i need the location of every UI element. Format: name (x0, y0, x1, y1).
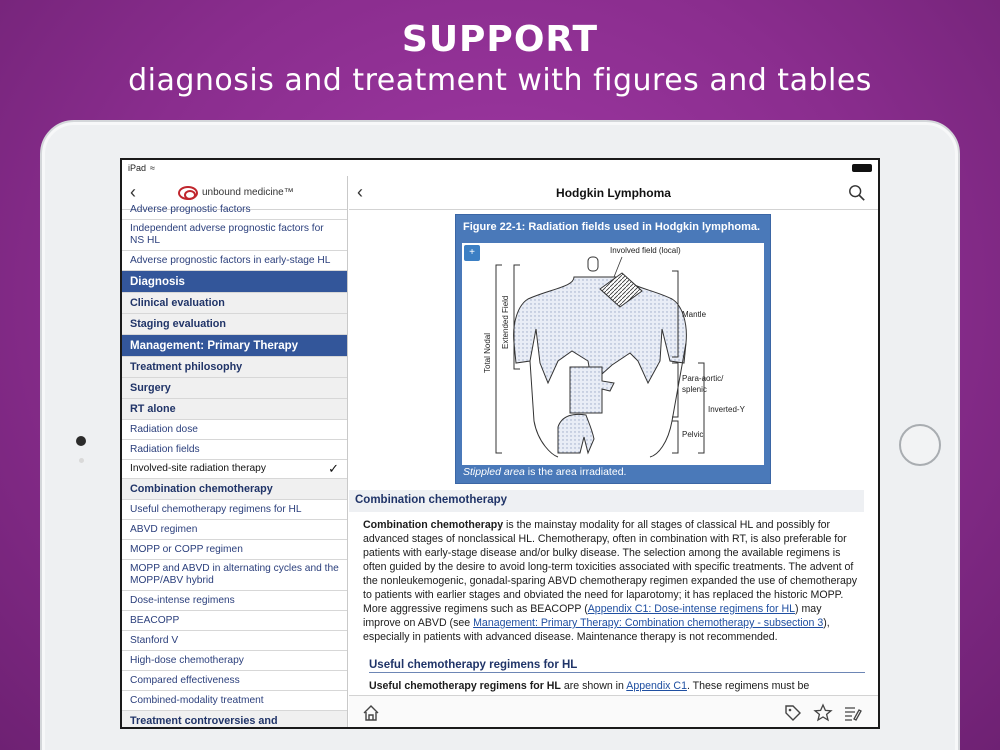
label-extended-field: Extended Field (501, 295, 510, 349)
toc-item-label: Treatment philosophy (130, 361, 243, 373)
toc-item-label: Radiation fields (130, 443, 200, 455)
toc-item[interactable] (122, 711, 347, 729)
sensor-dot (79, 458, 84, 463)
app-logo: unbound medicine ™ (178, 186, 294, 200)
toc-item[interactable] (122, 671, 347, 691)
body-paragraph-2 (369, 679, 859, 693)
content-pane (349, 176, 878, 729)
toc-item[interactable] (122, 420, 347, 440)
toc-item-label: Clinical evaluation (130, 297, 225, 309)
toc-item[interactable] (122, 540, 347, 560)
status-bar (122, 160, 878, 176)
toc-item-label: MOPP and ABVD in alternating cycles and the MOPP/ABV hybrid (130, 563, 339, 586)
figure-caption (463, 466, 626, 478)
toc-item[interactable] (122, 691, 347, 711)
caption-emphasis: Stippled area (463, 466, 525, 478)
figure-image[interactable] (462, 243, 764, 465)
toc-item-label: Staging evaluation (130, 318, 226, 330)
logo-text: unbound medicine (202, 187, 284, 198)
paragraph-text: ), especially in patients with advanced disease. Maintenance therapy is not recommended. (363, 617, 830, 643)
paragraph2-lead: Useful chemotherapy regimens for HL (369, 680, 561, 692)
toc-item[interactable] (122, 500, 347, 520)
search-icon[interactable] (848, 184, 866, 202)
headline (0, 18, 1000, 100)
toc-item[interactable] (122, 399, 347, 420)
toc-item-label: BEACOPP (130, 614, 180, 626)
toc-item-label: Combination chemotherapy (130, 483, 273, 495)
toc-item-label: Stanford V (130, 634, 179, 646)
bottom-toolbar (349, 695, 878, 729)
toc-item[interactable] (122, 651, 347, 671)
toc-item[interactable] (122, 560, 347, 591)
toc-item-label: Adverse prognostic factors in early-stage HL (130, 254, 331, 266)
label-pelvic: Pelvic (682, 430, 704, 439)
toc-item-label: Adverse prognostic factors (130, 204, 251, 215)
toc-item-label: Independent adverse prognostic factors for NS HL (130, 223, 324, 246)
toc-list (122, 204, 347, 729)
section-header: Combination chemotherapy (349, 490, 864, 512)
toc-item-label: Useful chemotherapy regimens for HL (130, 503, 302, 515)
toc-item-label: Radiation dose (130, 423, 198, 435)
battery-icon (852, 164, 872, 172)
paragraph-text: . These regimens must be (686, 680, 810, 692)
toc-item[interactable] (122, 611, 347, 631)
toc-item[interactable] (122, 357, 347, 378)
toc-item[interactable] (122, 631, 347, 651)
label-inverted-y: Inverted-Y (708, 405, 745, 414)
toc-item-label: Treatment controversies and (130, 715, 278, 727)
toc-item[interactable] (122, 440, 347, 460)
label-para-aortic: Para-aortic/ (682, 374, 724, 383)
toc-item-label: Dose-intense regimens (130, 594, 235, 606)
back-chevron-icon[interactable]: ‹ (130, 182, 136, 202)
figure-title: Figure 22-1: Radiation fields used in Hodgkin lymphoma. (463, 221, 761, 233)
device-label: iPad (128, 163, 147, 173)
wifi-icon: ≈ (150, 163, 155, 173)
camera-icon (76, 436, 86, 446)
label-splenic: splenic (682, 385, 707, 394)
toc-item[interactable] (122, 460, 347, 479)
toc-item-label: MOPP or COPP regimen (130, 543, 243, 555)
toc-item-label: Combined-modality treatment (130, 694, 264, 706)
figure-panel[interactable] (455, 214, 771, 484)
paragraph-text: are shown in (560, 680, 627, 692)
app-screen (120, 158, 880, 729)
content-navbar (349, 176, 878, 210)
tag-icon[interactable] (783, 703, 803, 723)
toc-item[interactable] (122, 314, 347, 335)
toc-item[interactable] (122, 520, 347, 540)
toc-item-label: Compared effectiveness (130, 674, 240, 686)
link-appendix-c1-dose-intense[interactable]: Appendix C1: Dose-intense regimens for HL (587, 603, 796, 615)
toc-item[interactable] (122, 251, 347, 271)
toc-item-label: Surgery (130, 382, 171, 394)
toc-section-header[interactable] (122, 335, 347, 357)
toc-item[interactable] (122, 378, 347, 399)
home-icon[interactable] (361, 703, 381, 723)
body-paragraph (363, 518, 861, 644)
headline-subtitle: diagnosis and treatment with figures and tables (128, 63, 872, 98)
paragraph-text: ) may improve on ABVD (see (363, 603, 822, 629)
radiation-fields-diagram (462, 243, 764, 465)
sidebar (122, 176, 348, 729)
toc-item-label: RT alone (130, 403, 176, 415)
toc-item[interactable] (122, 220, 347, 251)
label-total-nodal: Total Nodal (483, 332, 492, 373)
logo-mark-icon (178, 186, 198, 200)
toc-section-header[interactable] (122, 271, 347, 293)
toc-item-label: Diagnosis (130, 275, 185, 288)
star-icon[interactable] (813, 703, 833, 723)
toc-item[interactable] (122, 591, 347, 611)
back-chevron-icon[interactable]: ‹ (357, 182, 363, 202)
home-hardware-button[interactable] (899, 424, 941, 466)
toc-item-label: Involved-site radiation therapy (130, 463, 266, 474)
toc-item-label: ABVD regimen (130, 523, 198, 535)
toc-item-label: High-dose chemotherapy (130, 654, 244, 666)
caption-rest: is the area irradiated. (524, 466, 627, 478)
toc-item-label: Management: Primary Therapy (130, 339, 299, 352)
toc-item[interactable] (122, 293, 347, 314)
paragraph-text: is the mainstay modality for all stages of classical HL and possibly for advanced stages of nonclassical HL. Chemotherapy, often in combination with RT, is also preferable for patients with early-stage disease and/or bulky disease. The selection among the available regimens is often guided by the desire to avoid long-term toxicities associated with specific treatments. The advent of the nonleukemogenic, gonadal-sparing ABVD chemotherapy regimen expanded the use of chemotherapy to patients with earlier stages and obviated the need for laparotomy; it has replaced the historic MOPP. More aggressive regimens such as BEACOPP ( (363, 519, 858, 615)
link-appendix-c1[interactable]: Appendix C1 (626, 680, 687, 692)
headline-title: SUPPORT (401, 19, 599, 60)
notes-icon[interactable] (843, 703, 863, 723)
page-title: Hodgkin Lymphoma (556, 185, 671, 200)
zoom-icon[interactable]: + (464, 245, 480, 261)
link-management-subsection[interactable]: Management: Primary Therapy: Combination chemotherapy - subsection 3 (473, 617, 824, 629)
toc-item[interactable] (122, 204, 347, 220)
subsection-header: Useful chemotherapy regimens for HL (369, 659, 865, 673)
paragraph-lead: Combination chemotherapy (363, 519, 504, 531)
label-mantle: Mantle (682, 310, 707, 319)
toc-item[interactable] (122, 479, 347, 500)
label-involved: Involved field (local) (610, 246, 681, 255)
checkmark-icon: ✓ (328, 461, 339, 476)
